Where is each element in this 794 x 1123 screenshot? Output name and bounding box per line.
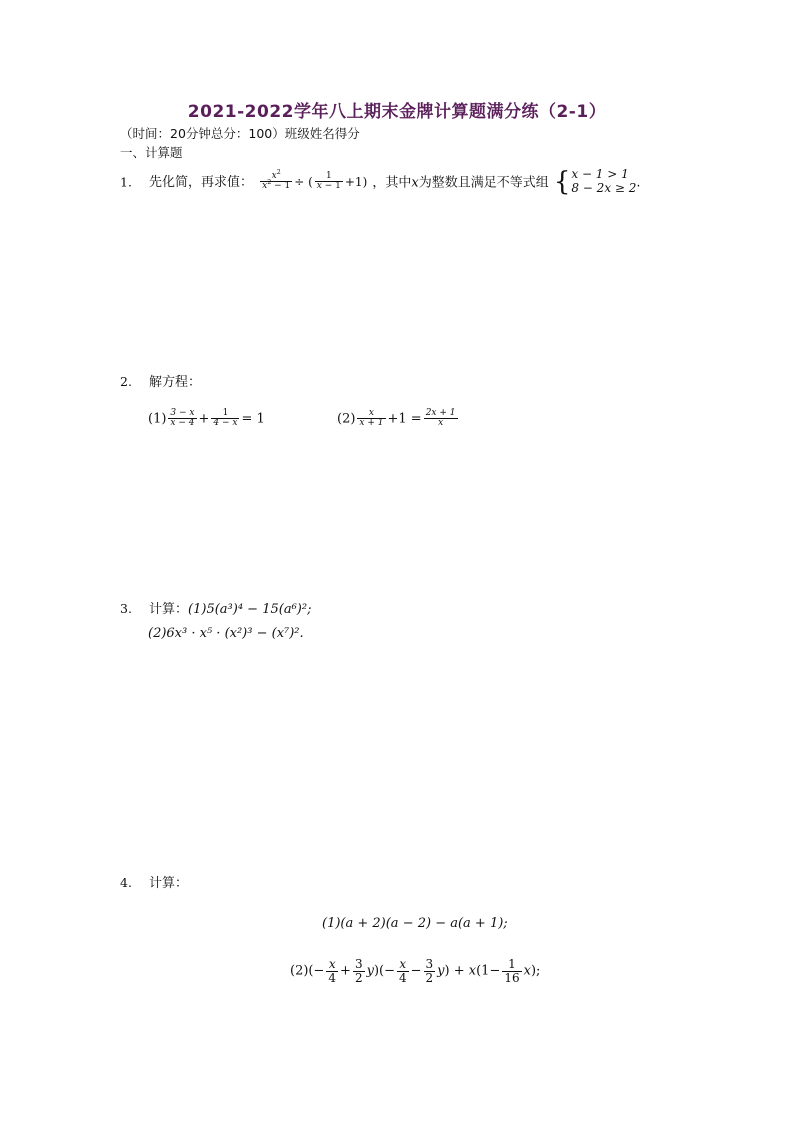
question-label: 解方程： [149, 375, 202, 390]
question-4 [120, 872, 188, 891]
part-label: (2) [337, 411, 356, 427]
inequality-system: { x − 1 > 1 8 − 2x ≥ 2 [553, 166, 637, 197]
fraction: $\frac{3 - x}{x - 4}$ [170, 408, 195, 429]
expression-2: (2)6x³ · x⁵ · (x²)³ − (x⁷)². [148, 626, 304, 641]
inequality-1: x − 1 > 1 [571, 167, 629, 181]
question-3 [120, 598, 311, 617]
fraction: $\frac{1}{4 - x}$ [213, 408, 238, 429]
part-label: (1) [148, 411, 167, 427]
fraction: $\frac{x^2}{x^2 - 1}$ [262, 168, 291, 192]
fraction: $\frac{1}{x - 1}$ [316, 170, 341, 192]
equation-1: (1) $\frac{3 - x}{x - 4}$ + $\frac{1}{4 - x}$ = 1 [148, 408, 265, 429]
period: . [636, 175, 641, 191]
expression-1: (1)(a + 2)(a − 2) − a(a + 1); [322, 916, 508, 931]
question-number: 3. [120, 601, 132, 616]
fraction: $\frac{3}{2}$ [354, 957, 363, 985]
fraction: $\frac{3}{2}$ [425, 957, 434, 985]
fraction: $\frac{1}{16}$ [504, 957, 520, 985]
expression: $\frac{x^2}{x^2 - 1}$ ÷ ( $\frac{1}{x - 1}$ +1) [262, 168, 368, 192]
question-number: 2. [120, 374, 132, 389]
section-heading: 一、计算题 [120, 145, 183, 160]
question-label: 计算： [149, 602, 189, 617]
question-mid: ，其中 [372, 175, 412, 191]
fraction: $\frac{2x + 1}{x}$ [425, 408, 456, 429]
equation-2: (2) $\frac{x}{x + 1}$ +1 = $\frac{2x + 1}{x}$ [337, 408, 456, 429]
fraction: $\frac{x}{4}$ [398, 957, 407, 985]
exam-meta: （时间：20分钟总分：100）班级姓名得分 [120, 126, 360, 141]
inequality-2: 8 − 2x ≥ 2 [571, 180, 637, 195]
variable: x [411, 175, 419, 191]
fraction: $\frac{x}{4}$ [328, 957, 337, 985]
question-tail: 为整数且满足不等式组 [418, 175, 549, 191]
fraction: $\frac{x}{x + 1}$ [359, 408, 384, 429]
page-title: 2021-2022学年八上期末金牌计算题满分练（2-1） [187, 102, 607, 122]
expression-1: (1)5(a³)⁴ − 15(a⁶)²; [188, 602, 312, 617]
expression-2: (2)(− $\frac{x}{4}$ + $\frac{3}{2}$ y)(− $\frac{x}{4}$ − $\frac{3}{2}$ y) + x(1− $\frac{1}{16}$ x); [290, 957, 541, 985]
question-number: 1. [120, 174, 132, 190]
question-1 [120, 168, 641, 196]
question-label: 计算： [149, 876, 189, 891]
question-2 [120, 371, 201, 390]
question-lead: 先化简，再求值： [149, 175, 254, 191]
question-number: 4. [120, 875, 132, 890]
